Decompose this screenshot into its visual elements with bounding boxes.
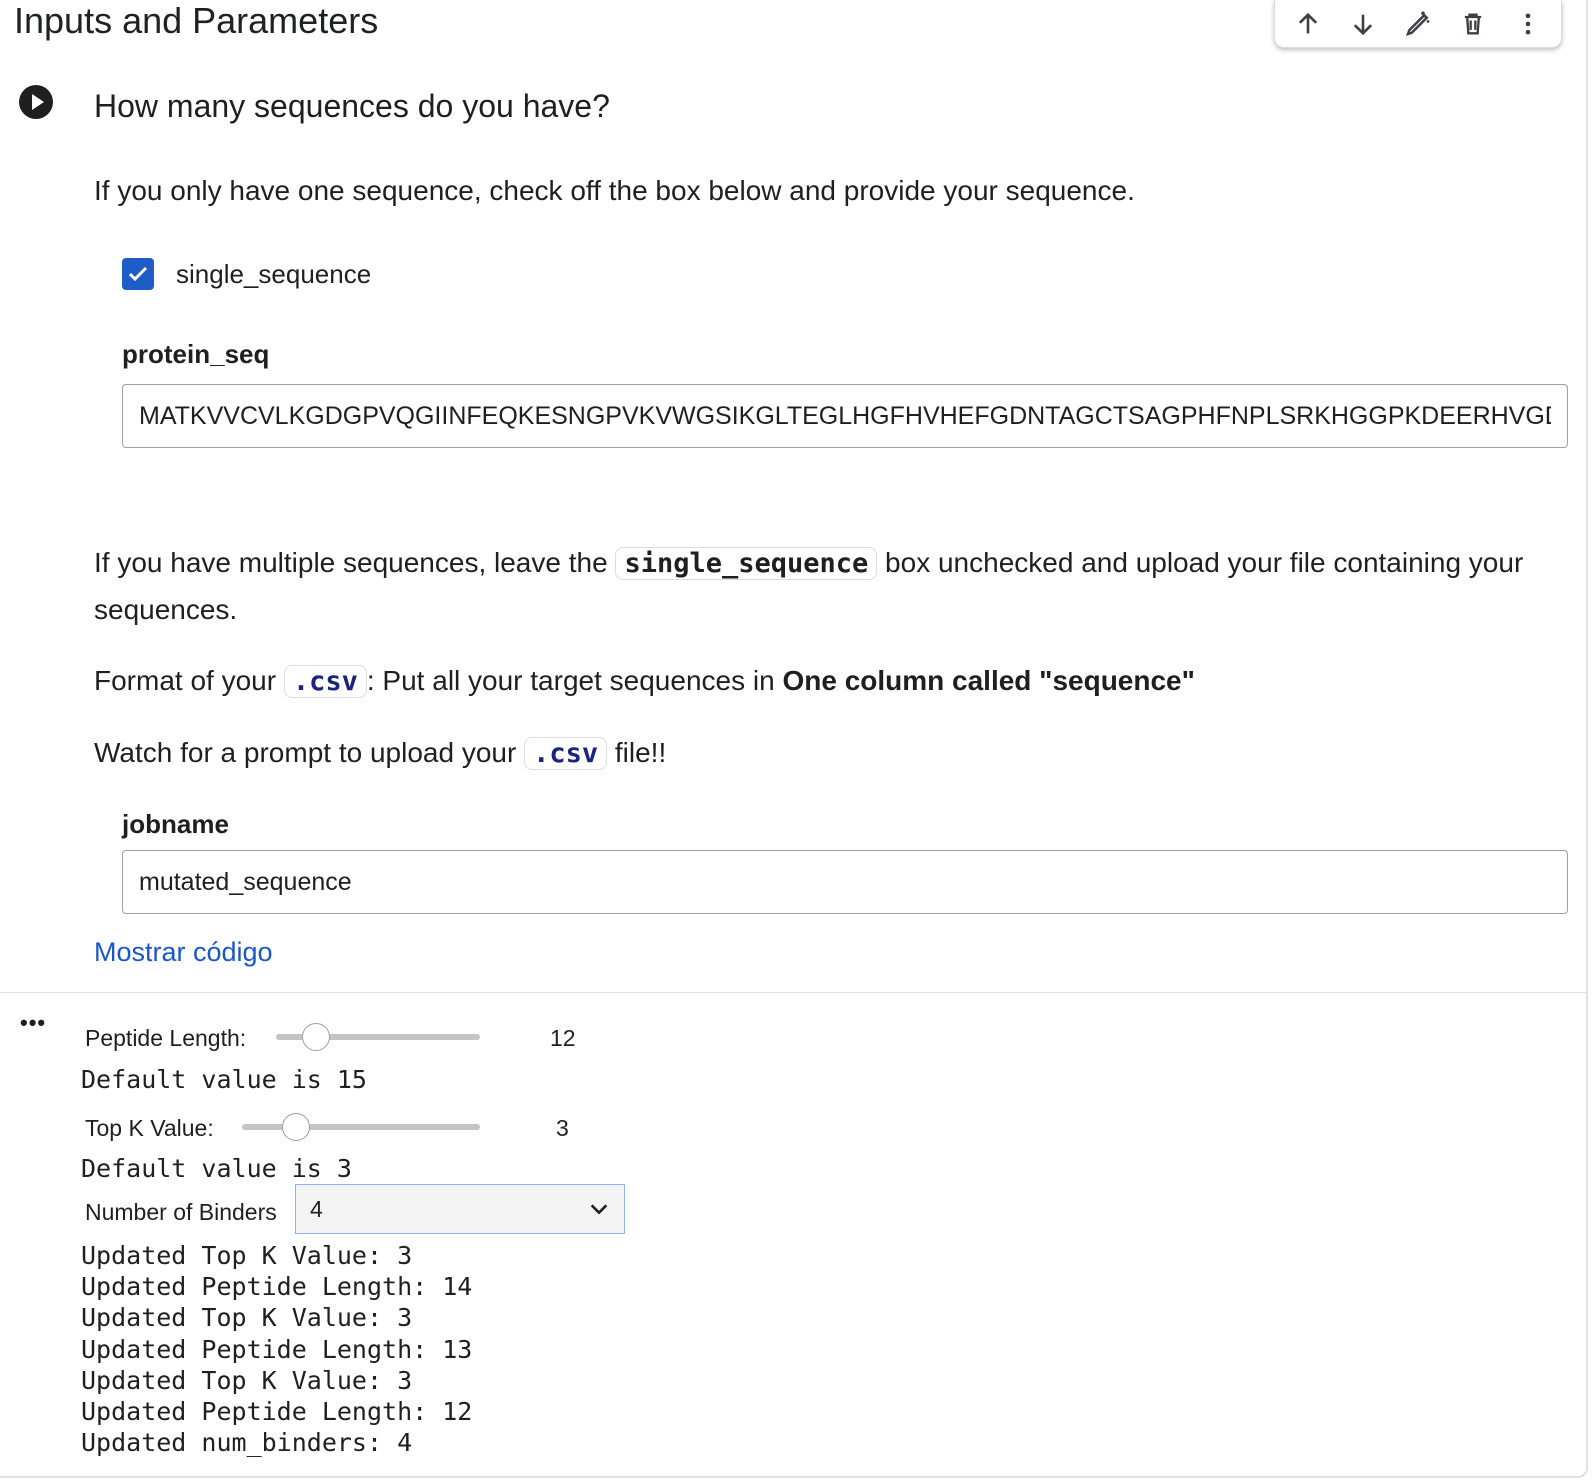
peptide-length-label: Peptide Length: [85, 1025, 247, 1051]
format-text-1: Format of your [94, 665, 284, 696]
log-line: Updated Peptide Length: 13 [81, 1335, 473, 1364]
watch-text-1: Watch for a prompt to upload your [94, 737, 525, 768]
play-circle-icon [18, 84, 54, 120]
move-up-button[interactable] [1288, 4, 1328, 44]
watch-text [94, 730, 666, 777]
top-k-slider-thumb[interactable] [282, 1113, 310, 1141]
num-binders-value: 4 [310, 1195, 323, 1222]
format-text [94, 658, 1195, 705]
output-menu-button[interactable]: ••• [20, 1010, 47, 1035]
log-line: Updated Peptide Length: 14 [81, 1272, 473, 1301]
check-icon [126, 262, 150, 286]
multi-text-2: box unchecked and upload your file containing your sequences. [94, 547, 1524, 625]
csv-code-2: .csv [524, 737, 607, 770]
run-cell-button[interactable] [18, 84, 54, 120]
trash-icon [1459, 10, 1487, 38]
jobname-input[interactable] [122, 850, 1568, 914]
num-binders-label: Number of Binders [85, 1199, 277, 1225]
single-sequence-code: single_sequence [615, 547, 877, 580]
edit-with-ai-button[interactable] [1398, 4, 1438, 44]
show-code-link[interactable]: Mostrar código [94, 937, 273, 967]
single-sequence-checkbox[interactable] [122, 258, 154, 290]
format-text-2: : Put all your target sequences in [366, 665, 783, 696]
protein-seq-input[interactable] [122, 384, 1568, 448]
chevron-down-icon [588, 1198, 610, 1220]
more-options-button[interactable] [1508, 4, 1548, 44]
move-down-button[interactable] [1343, 4, 1383, 44]
section-heading: How many sequences do you have? [94, 88, 610, 124]
log-line: Updated num_binders: 4 [81, 1428, 413, 1457]
top-k-label: Top K Value: [85, 1115, 214, 1141]
magic-edit-icon [1403, 9, 1433, 39]
peptide-length-slider-thumb[interactable] [302, 1023, 330, 1051]
more-vert-icon [1514, 10, 1542, 38]
cell-toolbar [1274, 0, 1562, 48]
format-bold: One column called "sequence" [782, 665, 1195, 696]
top-k-slider[interactable] [242, 1124, 480, 1130]
csv-code: .csv [284, 665, 367, 698]
peptide-length-value: 12 [550, 1025, 576, 1051]
delete-cell-button[interactable] [1453, 4, 1493, 44]
multi-text-1: If you have multiple sequences, leave the [94, 547, 616, 578]
output-divider [0, 992, 1588, 993]
arrow-up-icon [1294, 10, 1322, 38]
log-line: Updated Top K Value: 3 [81, 1366, 413, 1395]
num-binders-select[interactable] [295, 1184, 625, 1234]
watch-text-2: file!! [607, 737, 667, 768]
log-line: Updated Peptide Length: 12 [81, 1397, 473, 1426]
peptide-default-text: Default value is 15 [81, 1065, 367, 1094]
single-sequence-label: single_sequence [176, 259, 372, 289]
jobname-label: jobname [122, 809, 229, 839]
log-line: Updated Top K Value: 3 [81, 1303, 413, 1332]
top-k-value: 3 [556, 1115, 569, 1141]
multi-sequence-text [94, 540, 1564, 633]
cell-title: Inputs and Parameters [14, 0, 379, 41]
protein-seq-label: protein_seq [122, 339, 270, 369]
arrow-down-icon [1349, 10, 1377, 38]
intro-text: If you only have one sequence, check off the box below and provide your sequence. [94, 175, 1135, 206]
top-k-default-text: Default value is 3 [81, 1154, 352, 1183]
log-line: Updated Top K Value: 3 [81, 1241, 413, 1270]
